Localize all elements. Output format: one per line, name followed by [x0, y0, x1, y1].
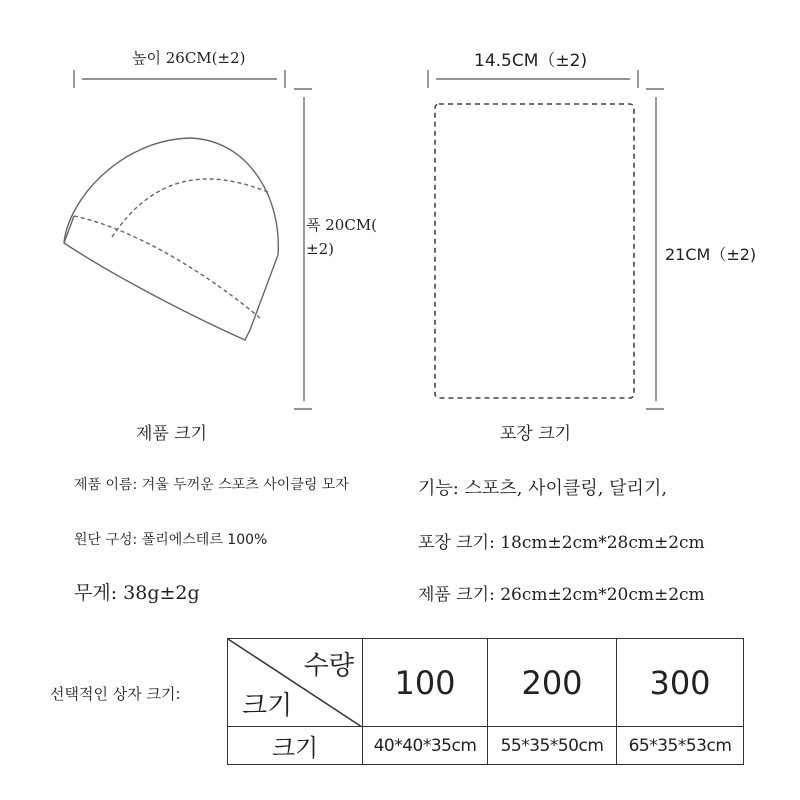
package-size-caption: 포장 크기 — [500, 424, 572, 444]
product-name: 제품 이름: 겨울 두꺼운 스포츠 사이클링 모자 — [74, 477, 349, 493]
package-outline — [435, 104, 634, 398]
product-size-info: 제품 크기: 26cm±2cm*20cm±2cm — [418, 585, 705, 605]
header-diagonal-cell — [228, 639, 363, 727]
header-qty: 수량 — [303, 651, 354, 681]
width-label-2: ±2) — [306, 240, 334, 258]
product-width-dimension — [74, 70, 285, 88]
header-size: 크기 — [242, 691, 293, 721]
size-cell: 65*35*53cm — [617, 727, 744, 765]
qty-cell: 300 — [617, 639, 744, 727]
package-width-dimension — [428, 70, 638, 88]
size-cell: 40*40*35cm — [363, 727, 488, 765]
product-size-caption: 제품 크기 — [136, 424, 208, 444]
qty-cell: 200 — [488, 639, 617, 727]
package-height-dimension — [646, 89, 664, 409]
weight: 무게: 38g±2g — [74, 582, 200, 604]
package-size-info: 포장 크기: 18cm±2cm*28cm±2cm — [418, 533, 705, 553]
package-width-label: 14.5CM（±2) — [474, 51, 588, 71]
width-label: 폭 20CM( — [306, 216, 378, 234]
qty-cell: 100 — [363, 639, 488, 727]
box-size-label: 선택적인 상자 크기: — [50, 685, 181, 703]
hat-icon — [64, 138, 278, 340]
fabric-composition: 원단 구성: 폴리에스테르 100% — [74, 532, 268, 548]
package-height-label: 21CM（±2) — [665, 245, 757, 264]
box-size-table — [227, 638, 744, 765]
size-cell: 55*35*50cm — [488, 727, 617, 765]
height-label: 높이 26CM(±2) — [132, 49, 246, 67]
function: 기능: 스포츠, 사이클링, 달리기, — [418, 478, 668, 499]
size-row-label: 크기 — [228, 727, 363, 765]
